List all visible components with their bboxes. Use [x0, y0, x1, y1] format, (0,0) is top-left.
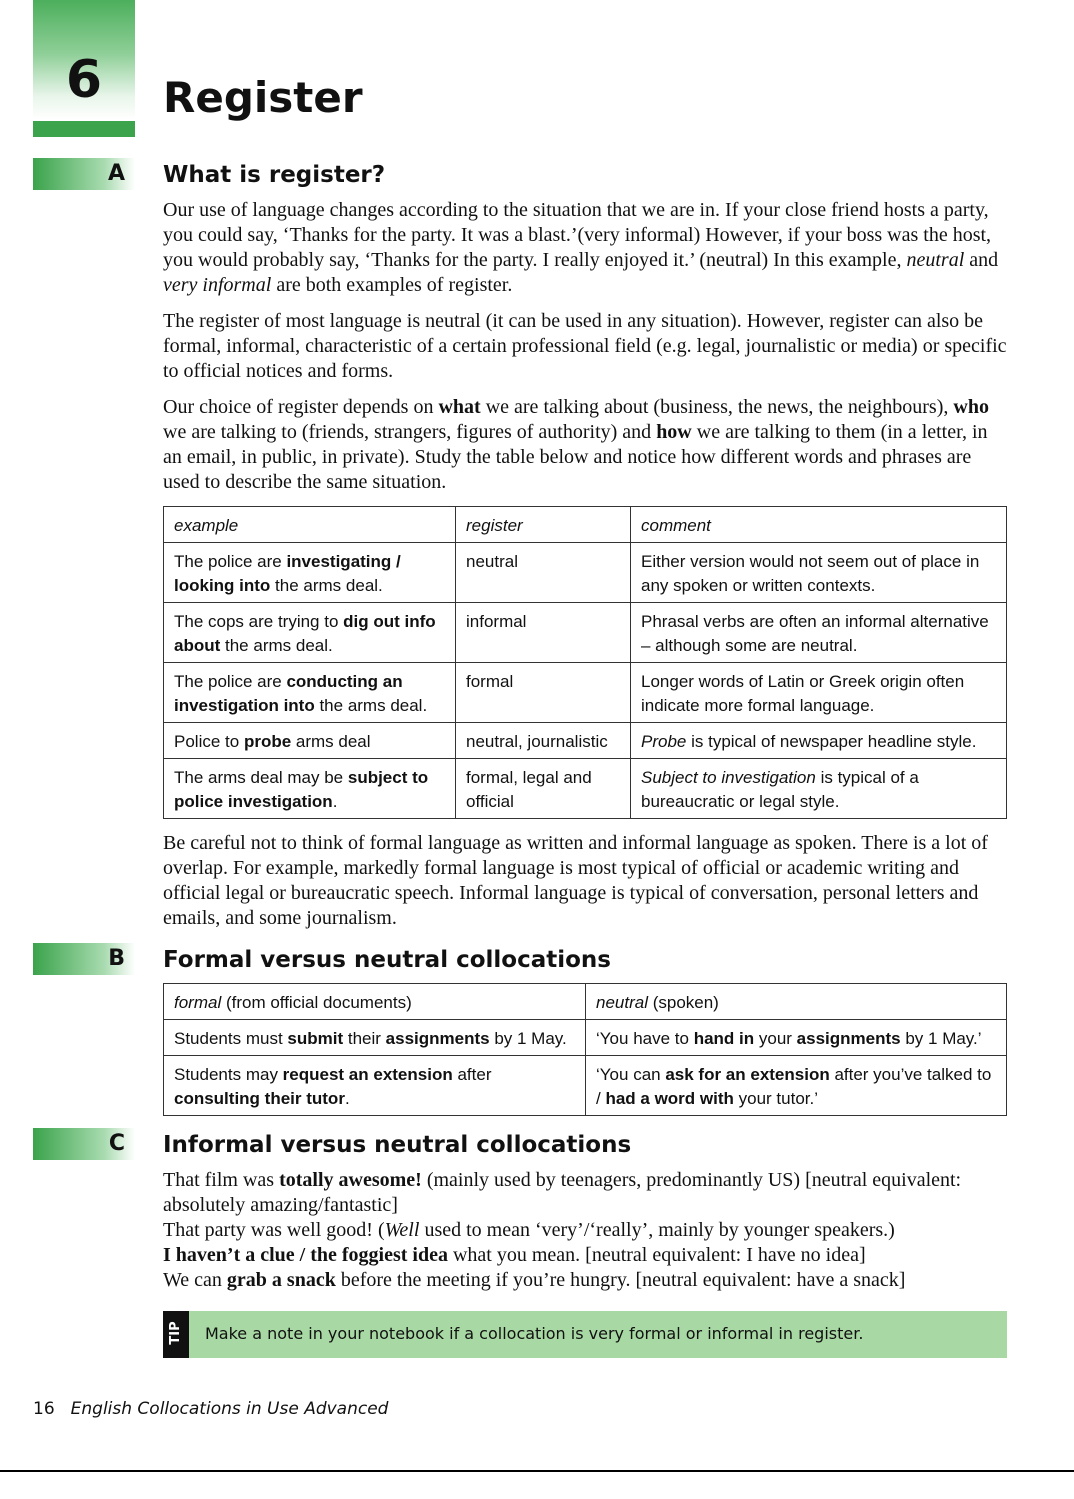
bold-text: assignments	[385, 1029, 490, 1048]
text: Our use of language changes according to the situation that we are in. If your close friend hosts a party, you could say, ‘Thanks for the party. It was a blast.’(very informal) However, if your boss was the host, you would probably say, ‘Thanks for the party. I really enjoyed it.’ (neutral) In this example,	[163, 199, 992, 271]
text: ‘You can	[596, 1065, 666, 1084]
text: their	[343, 1029, 386, 1048]
table-cell	[456, 723, 631, 759]
table-header-row	[164, 507, 1007, 543]
table-cell	[456, 543, 631, 603]
table-row	[164, 603, 1007, 663]
bold-text: what	[438, 396, 481, 418]
bold-text: request an extension	[282, 1065, 453, 1084]
table-cell	[164, 603, 456, 663]
text: Police to	[174, 732, 244, 751]
bold-text: hand in	[693, 1029, 755, 1048]
text: we are talking to them (in a letter, in an email, in public, in private). Study the table below and notice how different words and phrases are used to describe the same situation.	[163, 421, 988, 493]
paragraph	[163, 831, 1008, 931]
text: We can	[163, 1269, 227, 1291]
text: formal, legal and official	[466, 768, 592, 811]
text: formal	[466, 672, 514, 691]
text: the arms deal.	[220, 636, 333, 655]
table-row	[164, 723, 1007, 759]
bold-text: probe	[243, 732, 292, 751]
table-cell	[164, 543, 456, 603]
table-cell	[164, 1056, 586, 1116]
text: The police are	[174, 672, 287, 691]
text: we are talking about (business, the news, the neighbours),	[480, 396, 954, 418]
text: Phrasal verbs are often an informal alternative – although some are neutral.	[641, 612, 989, 655]
section-heading-text: Informal versus neutral collocations	[163, 1132, 632, 1158]
text: are both examples of register.	[271, 274, 513, 296]
italic-text: Well	[384, 1219, 420, 1241]
book-title: English Collocations in Use Advanced	[70, 1399, 389, 1419]
content-column	[33, 0, 1008, 1430]
table-cell	[631, 603, 1007, 663]
table-row	[164, 543, 1007, 603]
bold-text: grab a snack	[226, 1269, 336, 1291]
paragraph	[163, 309, 1008, 384]
section-b-heading	[108, 945, 1008, 975]
table-cell	[586, 1056, 1007, 1116]
text: (mainly used by teenagers, predominantly US) [neutral equivalent: absolutely amazing/fantastic]	[163, 1169, 962, 1216]
text: is typical of a bureaucratic or legal style.	[641, 768, 919, 811]
section-c-heading	[108, 1130, 1008, 1160]
chapter-bar	[33, 121, 135, 137]
italic-text: neutral	[906, 249, 965, 271]
table-cell	[631, 723, 1007, 759]
section-b-marker	[33, 943, 135, 975]
header-cell	[586, 984, 1007, 1020]
text: (from official documents)	[221, 993, 412, 1012]
table-row	[164, 1020, 1007, 1056]
text: the arms deal.	[270, 576, 383, 595]
text: The register of most language is neutral (it can be used in any situation). However, register can also be formal, informal, characteristic of a certain professional field (e.g. legal, journalistic or media) or specific to official notices and forms.	[163, 310, 1007, 382]
bold-text: ask for an extension	[665, 1065, 830, 1084]
list-item	[163, 1168, 1008, 1218]
table-row	[164, 759, 1007, 819]
text: (spoken)	[647, 993, 719, 1012]
section-a-heading	[107, 160, 1008, 190]
text: That film was	[163, 1169, 280, 1191]
text: The arms deal may be	[174, 768, 348, 787]
bold-text: who	[953, 396, 989, 418]
table-cell	[456, 663, 631, 723]
bold-text: had a word with	[605, 1089, 734, 1108]
text: your tutor.’	[733, 1089, 819, 1108]
bold-text: conducting an investigation into	[174, 672, 403, 715]
table-cell	[164, 723, 456, 759]
text: Students must	[174, 1029, 288, 1048]
page-title: Register	[163, 73, 363, 122]
italic-text: Probe	[641, 732, 687, 751]
tip-box	[163, 1311, 1007, 1358]
text: used to mean ‘very’/‘really’, mainly by younger speakers.)	[419, 1219, 895, 1241]
text: Longer words of Latin or Greek origin often indicate more formal language.	[641, 672, 965, 715]
text: we are talking to (friends, strangers, figures of authority) and	[163, 421, 657, 443]
section-c-marker	[33, 1128, 135, 1160]
text: Be careful not to think of formal language as written and informal language as spoken. There is a lot of overlap. For example, markedly formal language is most typical of official or academic writing and official legal or bureaucratic speech. Informal language is typical of conversation, personal letters and emails, and some journalism.	[163, 832, 988, 929]
paragraph	[163, 198, 1008, 298]
section-heading-text: Formal versus neutral collocations	[163, 947, 611, 973]
register-table	[163, 506, 1007, 819]
list-item	[163, 1268, 1008, 1293]
text: neutral, journalistic	[466, 732, 608, 751]
table-cell	[456, 603, 631, 663]
italic-text: formal	[174, 993, 222, 1012]
section-letter: C	[108, 1131, 125, 1156]
page-edge	[0, 1470, 1074, 1472]
tip-text: Make a note in your notebook if a collocation is very formal or informal in register.	[205, 1324, 864, 1343]
table-cell	[456, 759, 631, 819]
text: Students may	[174, 1065, 283, 1084]
italic-text: neutral	[596, 993, 648, 1012]
table-row	[164, 663, 1007, 723]
text: Our choice of register depends on	[163, 396, 439, 418]
text: by 1 May.’	[900, 1029, 982, 1048]
paragraph	[163, 395, 1008, 495]
chapter-number: 6	[65, 50, 103, 110]
italic-text: very informal	[163, 274, 272, 296]
text: ‘You have to	[596, 1029, 694, 1048]
table-cell	[164, 663, 456, 723]
bold-text: assignments	[796, 1029, 901, 1048]
text: Either version would not seem out of place in any spoken or written contexts.	[641, 552, 980, 595]
header-cell: comment	[631, 507, 1007, 543]
bold-text: consulting their tutor	[174, 1089, 345, 1108]
text: after	[452, 1065, 492, 1084]
footer	[33, 1398, 1008, 1420]
table-cell	[631, 663, 1007, 723]
section-a-marker	[33, 158, 135, 190]
italic-text: Subject to investigation	[641, 768, 816, 787]
text: .	[344, 1089, 350, 1108]
text: arms deal	[291, 732, 371, 751]
bold-text: submit	[287, 1029, 344, 1048]
text: neutral	[466, 552, 518, 571]
text: before the meeting if you’re hungry. [neutral equivalent: have a snack]	[335, 1269, 906, 1291]
bold-text: I haven’t a clue / the foggiest idea	[163, 1244, 448, 1266]
text: .	[332, 792, 338, 811]
text: after you’ve talked to /	[596, 1065, 992, 1108]
header-cell	[164, 984, 586, 1020]
list-item	[163, 1218, 1008, 1243]
section-letter: B	[108, 946, 125, 971]
text: That party was well good! (	[163, 1219, 385, 1241]
text: The police are	[174, 552, 287, 571]
text: what you mean. [neutral equivalent: I have no idea]	[447, 1244, 866, 1266]
table-cell	[631, 543, 1007, 603]
header-cell: example	[164, 507, 456, 543]
text: informal	[466, 612, 527, 631]
table-cell	[164, 1020, 586, 1056]
text: the arms deal.	[314, 696, 428, 715]
bold-text: totally awesome!	[279, 1169, 422, 1191]
text: The cops are trying to	[174, 612, 344, 631]
table-cell	[586, 1020, 1007, 1056]
table-cell	[164, 759, 456, 819]
collocation-list	[163, 1168, 1008, 1293]
tip-label: TIP	[163, 1311, 189, 1358]
section-heading-text: What is register?	[163, 162, 386, 188]
table-header-row	[164, 984, 1007, 1020]
text: and	[964, 249, 999, 271]
text: by 1 May.	[489, 1029, 567, 1048]
table-cell	[631, 759, 1007, 819]
list-item	[163, 1243, 1008, 1268]
bold-text: investigating / looking into	[174, 552, 401, 595]
header-cell: register	[456, 507, 631, 543]
table-row	[164, 1056, 1007, 1116]
text: is typical of newspaper headline style.	[686, 732, 977, 751]
bold-text: subject to police investigation	[174, 768, 429, 811]
section-letter: A	[107, 161, 125, 186]
bold-text: how	[656, 421, 692, 443]
page-number: 16	[33, 1399, 55, 1419]
bold-text: dig out info about	[174, 612, 436, 655]
collocations-table	[163, 983, 1007, 1116]
text: your	[754, 1029, 797, 1048]
